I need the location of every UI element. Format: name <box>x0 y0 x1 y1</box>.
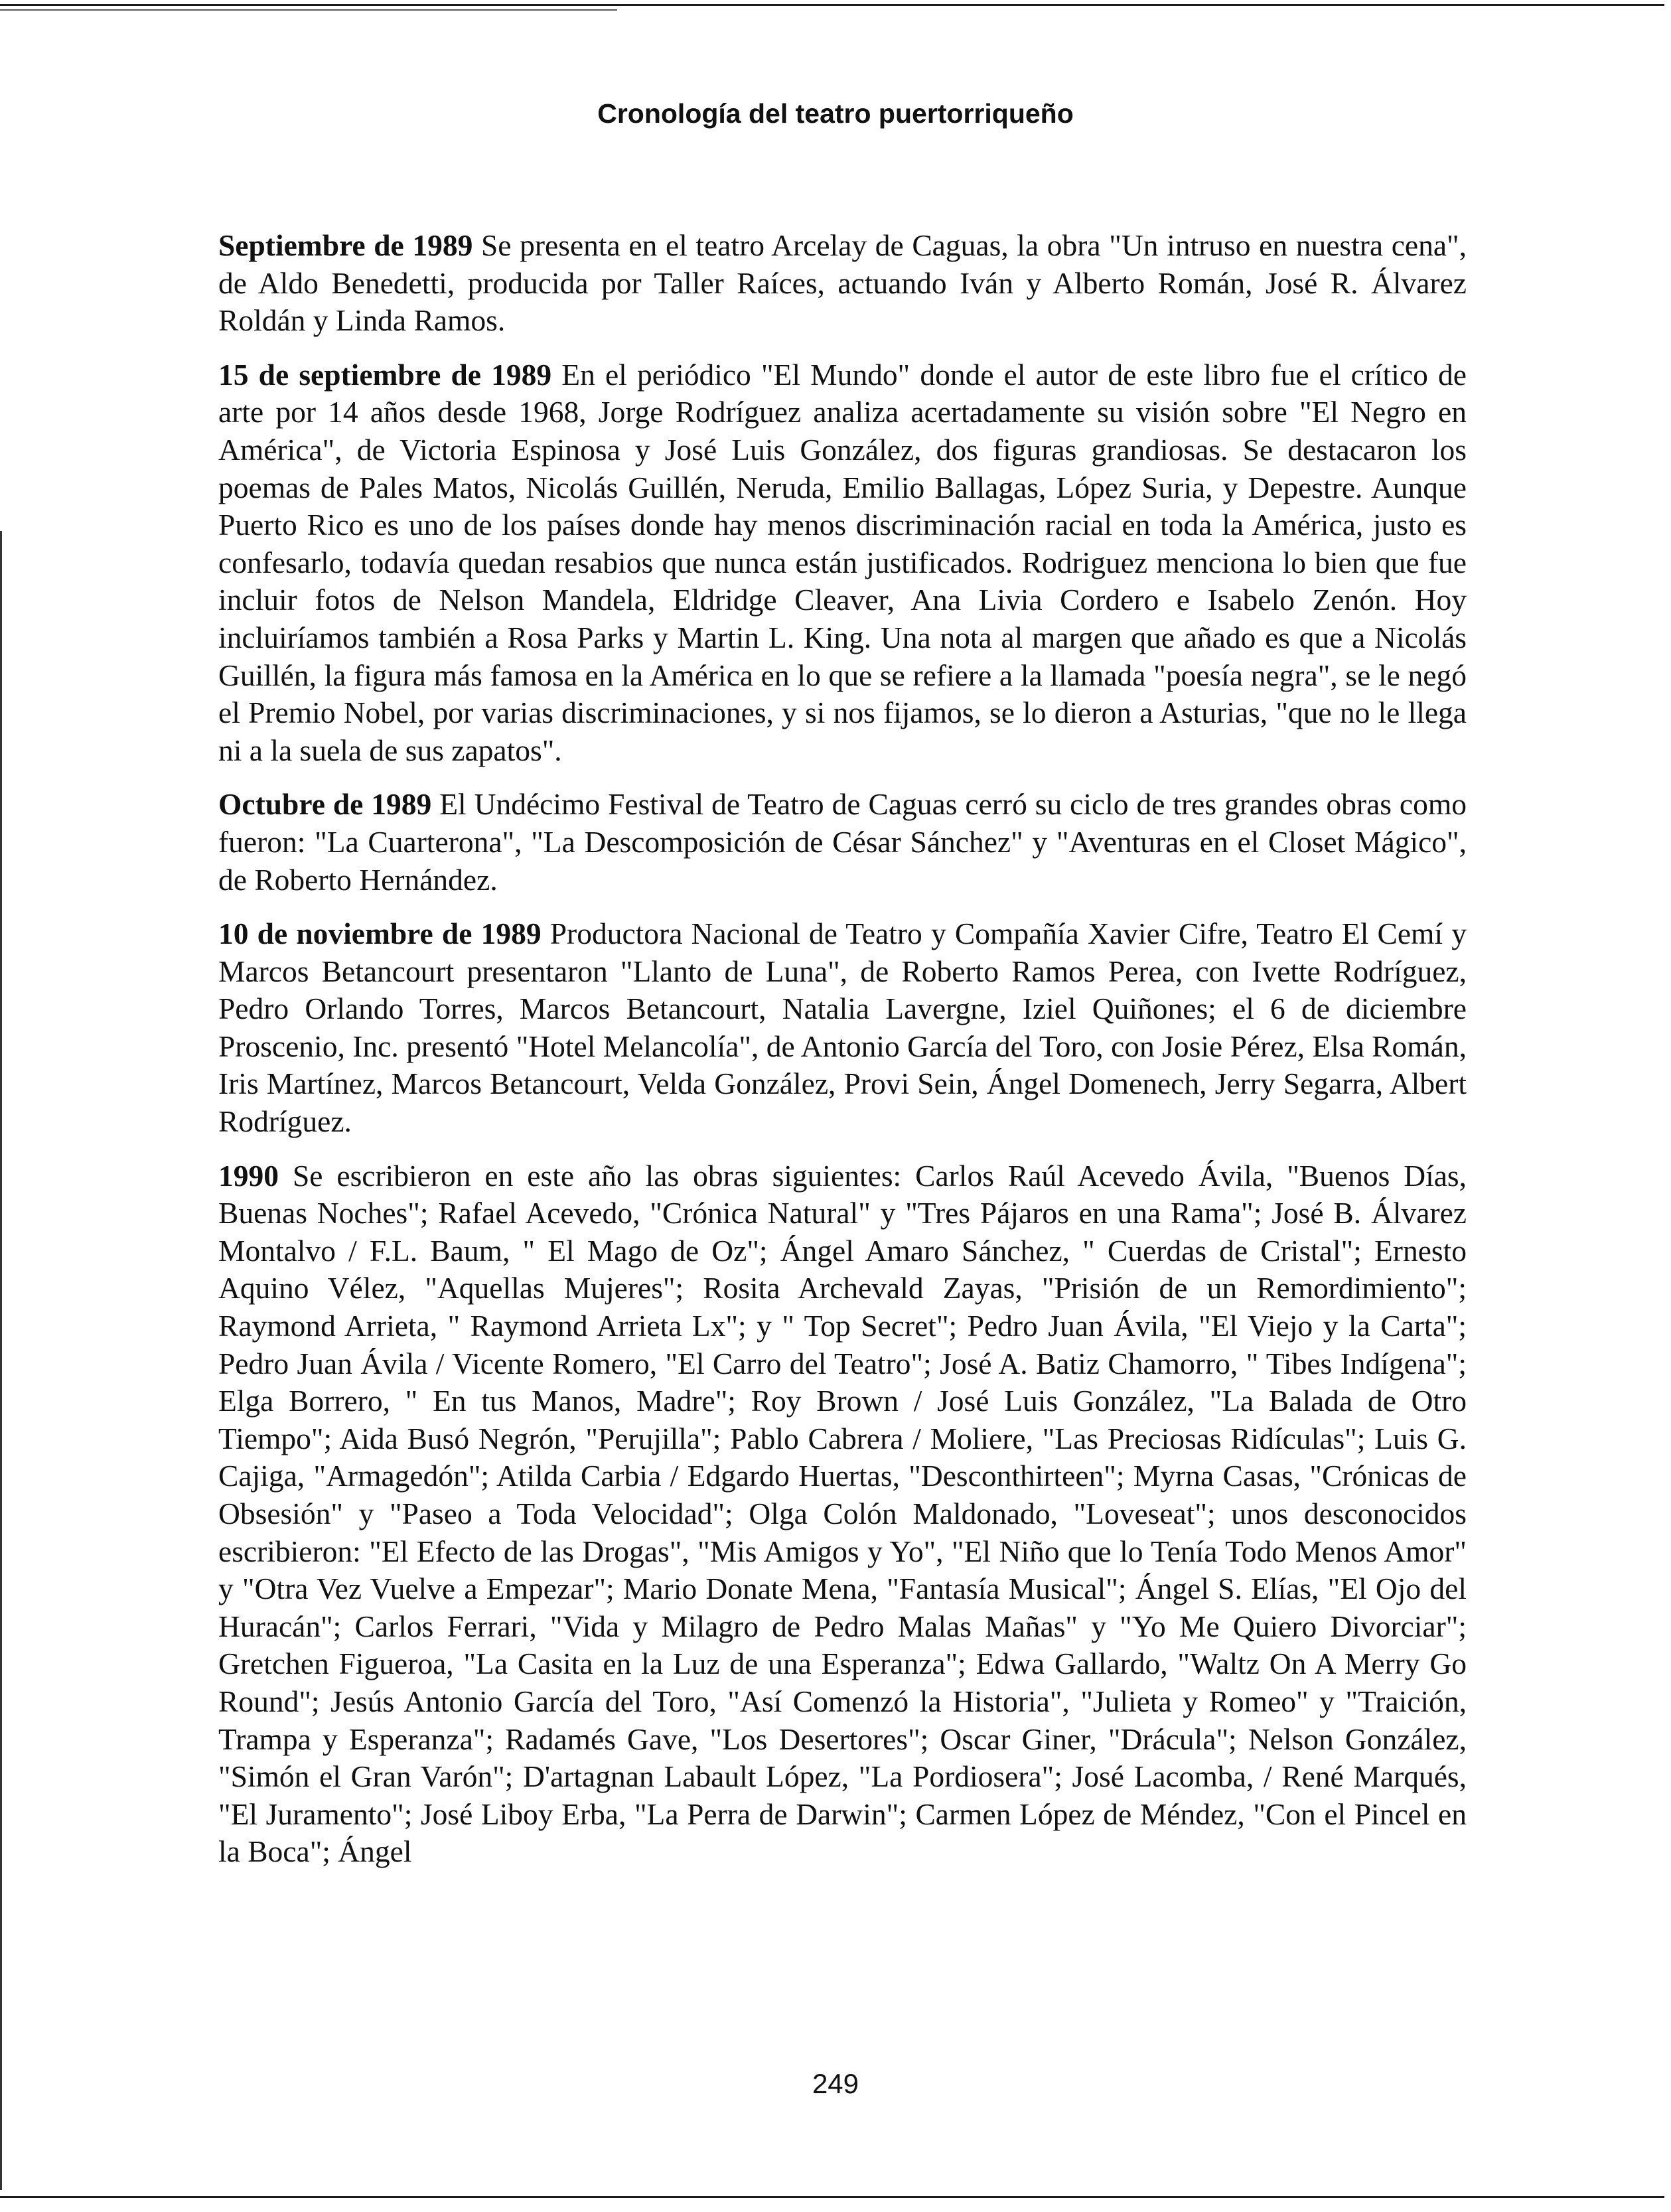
body-text <box>218 227 1467 1887</box>
page-number: 249 <box>812 2068 859 2099</box>
running-head-title: Cronología del teatro puertorriqueño <box>597 98 1074 129</box>
entry-text: Se escribieron en este año las obras siguientes: Carlos Raúl Acevedo Ávila, "Buenos Días, Buenas Noches"; Rafael Acevedo, "Crónica Natural" y "Tres Pájaros en una Rama"; José B. Álvarez Montalvo / F.L. Baum, " El Mago de Oz"; Ángel Amaro Sánchez, " Cuerdas de Cristal"; Ernesto Aquino Vélez, "Aquellas Mujeres"; Rosita Archevald Zayas, "Prisión de un Remordimiento"; Raymond Arrieta, " Raymond Arrieta Lx"; y " Top Secret"; Pedro Juan Ávila, "El Viejo y la Carta"; Pedro Juan Ávila / Vicente Romero, "El Carro del Teatro"; José A. Batiz Chamorro, " Tibes Indígena"; Elga Borrero, " En tus Manos, Madre"; Roy Brown / José Luis González, "La Balada de Otro Tiempo"; Aida Busó Negrón, "Perujilla"; Pablo Cabrera / Moliere, "Las Preciosas Ridículas"; Luis G. Cajiga, "Armagedón"; Atilda Carbia / Edgardo Huertas, "Desconthirteen"; Myrna Casas, "Crónicas de Obsesión" y "Paseo a Toda Velocidad"; Olga Colón Maldonado, "Loveseat"; unos desconocidos escribieron: "El Efecto de las Drogas", "Mis Amigos y Yo", "El Niño que lo Tenía Todo Menos Amor" y "Otra Vez Vuelve a Empezar"; Mario Donate Mena, "Fantasía Musical"; Ángel S. Elías, "El Ojo del Huracán"; Carlos Ferrari, "Vida y Milagro de Pedro Malas Mañas" y "Yo Me Quiero Divorciar"; Gretchen Figueroa, "La Casita en la Luz de una Esperanza"; Edwa Gallardo, "Waltz On A Merry Go Round"; Jesús Antonio García del Toro, "Así Comenzó la Historia", "Julieta y Romeo" y "Traición, Trampa y Esperanza"; Radamés Gave, "Los Desertores"; Oscar Giner, "Drácula"; Nelson González, "Simón el Gran Varón"; D'artagnan Labault López, "La Pordiosera"; José Lacomba, / René Marqués, "El Juramento"; José Liboy Erba, "La Perra de Darwin"; Carmen López de Méndez, "Con el Pincel en la Boca"; Ángel <box>218 1158 1467 1869</box>
entry-date: 10 de noviembre de 1989 <box>218 917 542 951</box>
entry-text: El Undécimo Festival de Teatro de Caguas cerró su ciclo de tres grandes obras como fueron: "La Cuarterona", "La Descomposición de César Sánchez" y "Aventuras en el Closet Mágico", de Roberto Hernández. <box>218 787 1467 897</box>
left-border-rule <box>0 531 2 2190</box>
entry-text: En el periódico "El Mundo" donde el autor de este libro fue el crítico de arte por 14 años desde 1968, Jorge Rodríguez analiza acertadamente su visión sobre "El Negro en América", de Victoria Espinosa y José Luis González, dos figuras grandiosas. Se destacaron los poemas de Pales Matos, Nicolás Guillén, Neruda, Emilio Ballagas, López Suria, y Depestre. Aunque Puerto Rico es uno de los países donde hay menos discriminación racial en toda la América, justo es confesarlo, todavía quedan resabios que nunca están justificados. Rodriguez menciona lo bien que fue incluir fotos de Nelson Mandela, Eldridge Cleaver, Ana Livia Cordero e Isabelo Zenón. Hoy incluiríamos también a Rosa Parks y Martin L. King. Una nota al margen que añado es que a Nicolás Guillén, la figura más famosa en la América en lo que se refiere a la llamada "poesía negra", se le negó el Premio Nobel, por varias discriminaciones, y si nos fijamos, se lo dieron a Asturias, "que no le llega ni a la suela de sus zapatos". <box>218 357 1467 767</box>
entry-date: Septiembre de 1989 <box>218 228 473 262</box>
chronology-entry <box>218 356 1467 770</box>
entry-date: Octubre de 1989 <box>218 787 432 822</box>
top-border-rule-secondary <box>0 9 617 11</box>
chronology-entry <box>218 1157 1467 1871</box>
entry-date: 15 de septiembre de 1989 <box>218 357 552 392</box>
chronology-entry <box>218 915 1467 1141</box>
top-border-rule <box>0 4 1664 6</box>
chronology-entry <box>218 227 1467 340</box>
entry-text: Productora Nacional de Teatro y Compañía Xavier Cifre, Teatro El Cemí y Marcos Betancourt presentaron "Llanto de Luna", de Roberto Ramos Perea, con Ivette Rodríguez, Pedro Orlando Torres, Marcos Betancourt, Natalia Lavergne, Iziel Quiñones; el 6 de diciembre Proscenio, Inc. presentó "Hotel Melancolía", de Antonio García del Toro, con Josie Pérez, Elsa Román, Iris Martínez, Marcos Betancourt, Velda González, Provi Sein, Ángel Domenech, Jerry Segarra, Albert Rodríguez. <box>218 917 1467 1139</box>
entry-text: Se presenta en el teatro Arcelay de Caguas, la obra "Un intruso en nuestra cena", de Aldo Benedetti, producida por Taller Raíces, actuando Iván y Alberto Román, José R. Álvarez Roldán y Linda Ramos. <box>218 228 1467 338</box>
bottom-border-rule <box>0 2196 1664 2198</box>
entry-date: 1990 <box>218 1158 279 1193</box>
chronology-entry <box>218 786 1467 899</box>
